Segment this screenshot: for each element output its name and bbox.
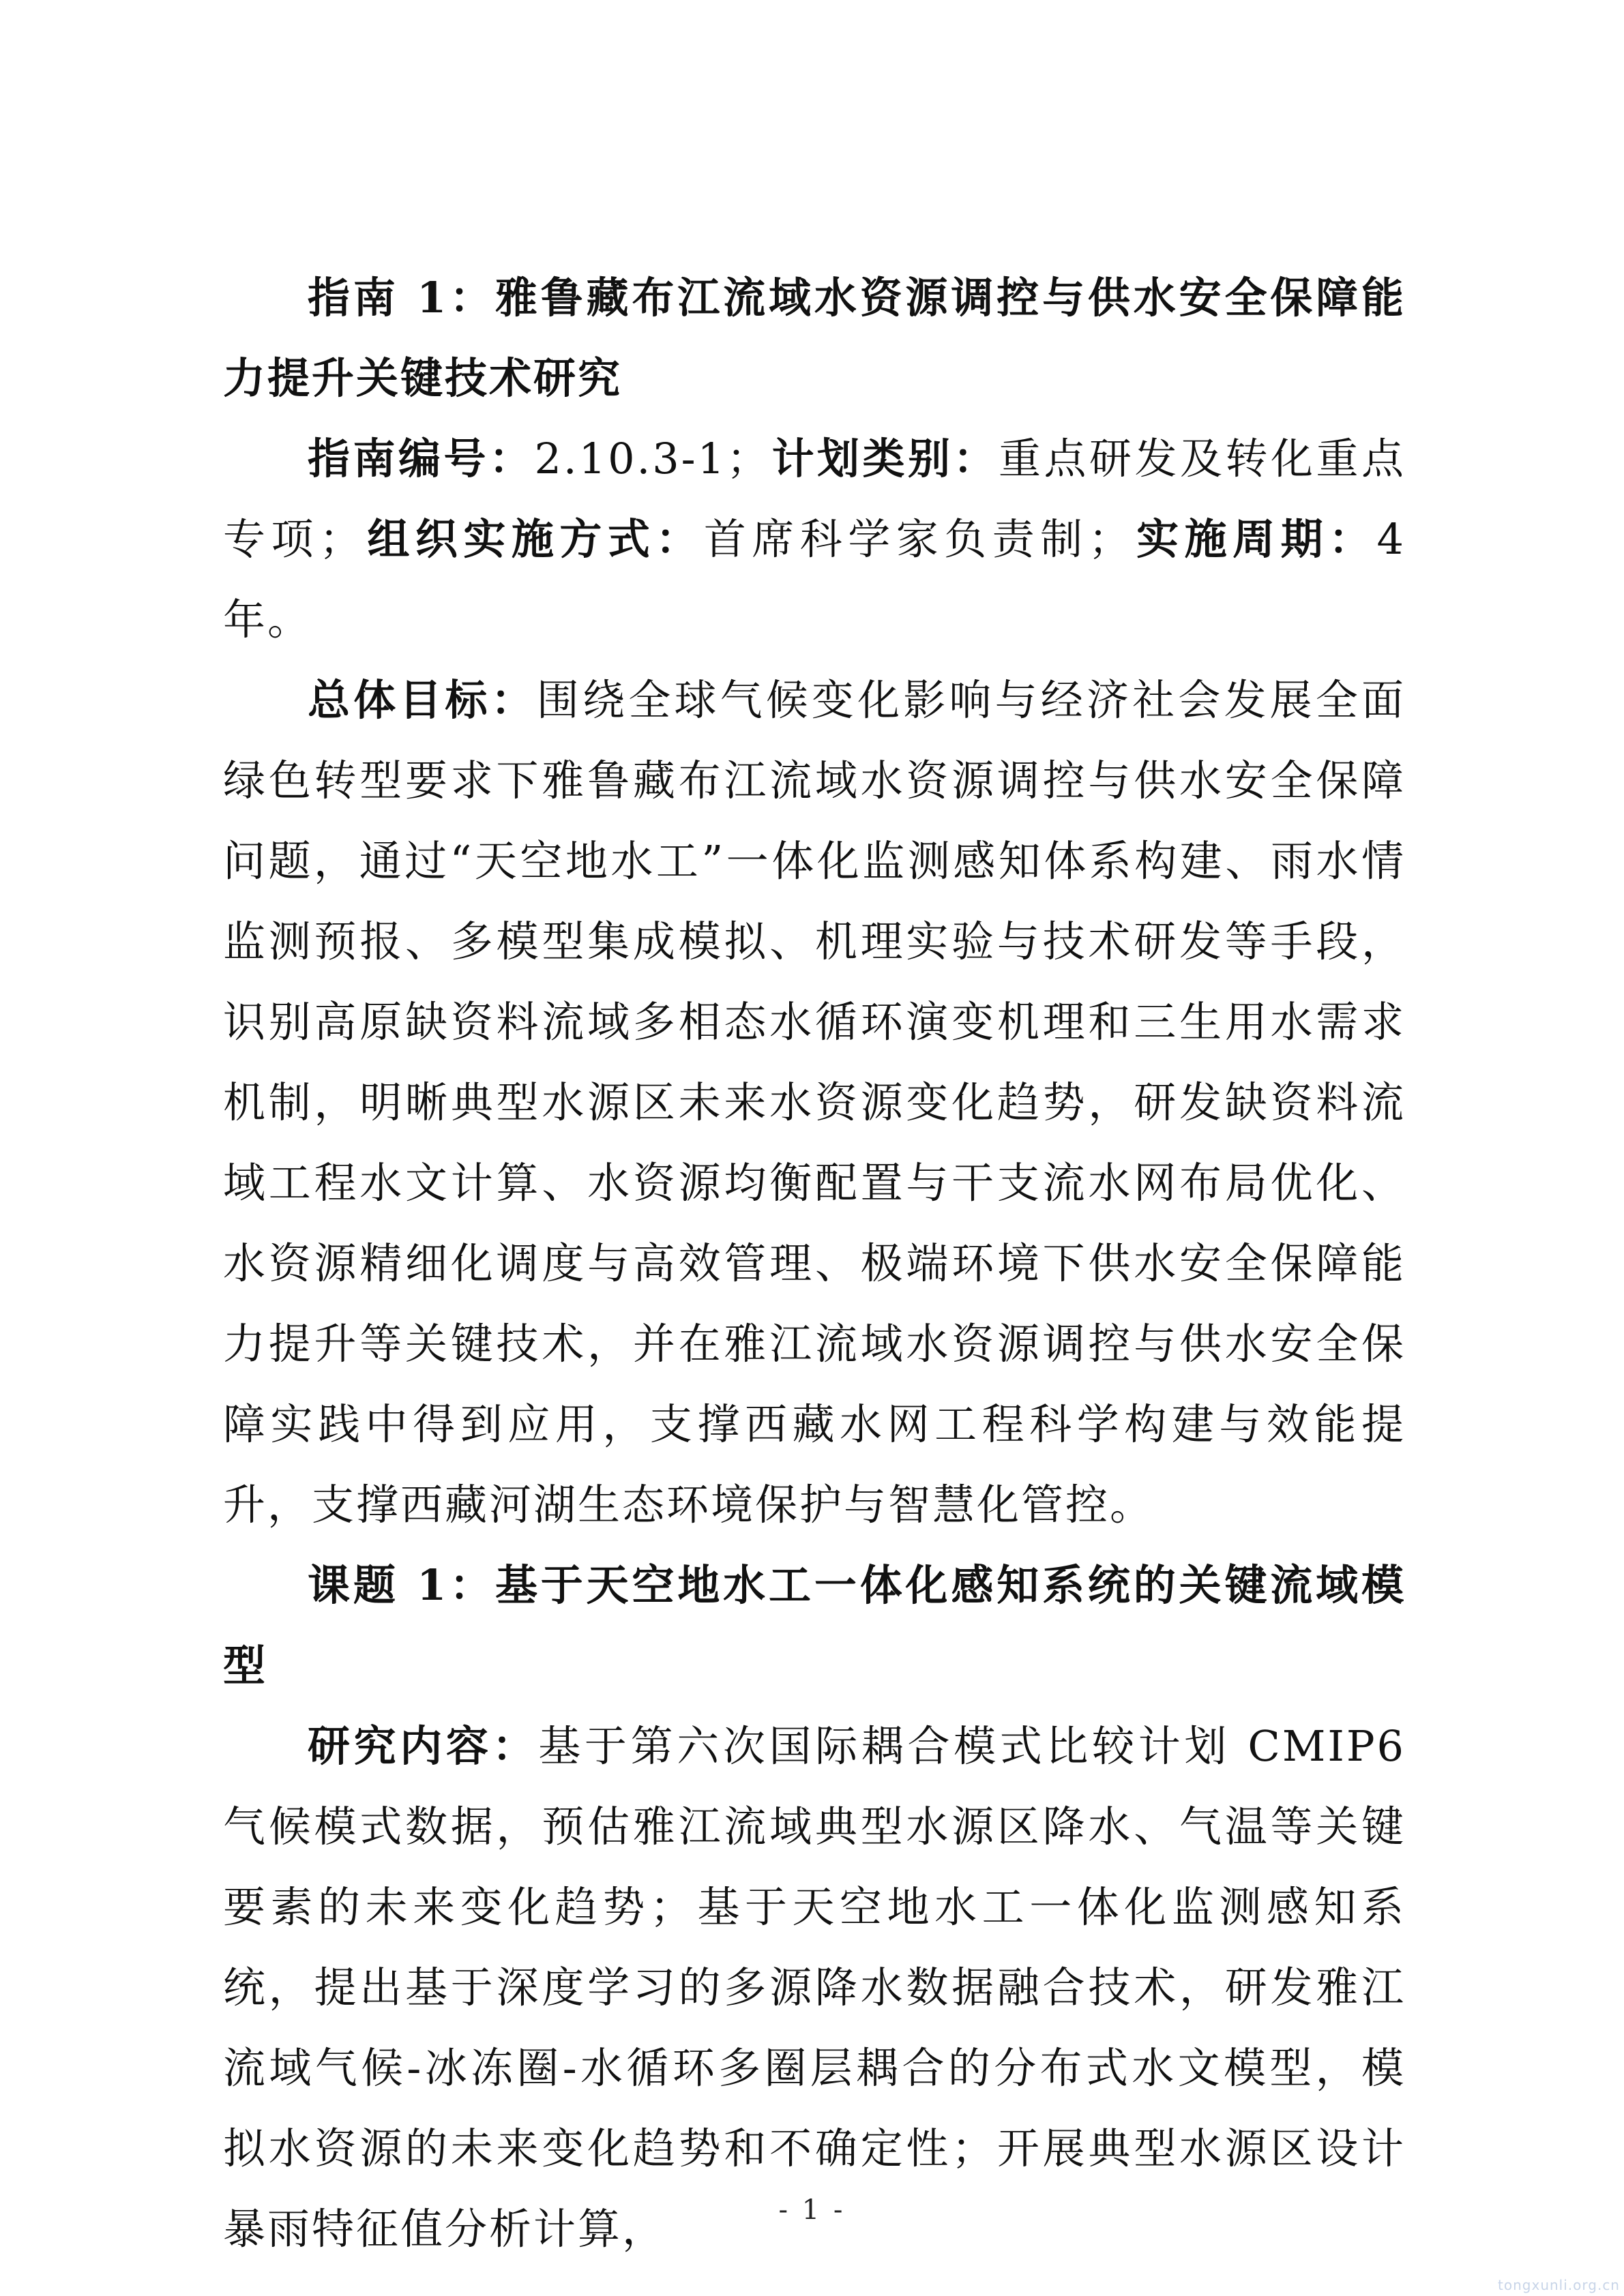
guide-number-label: 指南编号： [308, 434, 535, 483]
research-content-label: 研究内容： [308, 1721, 539, 1771]
plan-category-value: 重点研发及转化重点专项； [223, 434, 1406, 564]
document-body [223, 258, 1406, 2269]
guide-meta-paragraph [223, 419, 1406, 660]
guide-title: 指南 1：雅鲁藏布江流域水资源调控与供水安全保障能力提升关键技术研究 [223, 273, 1406, 403]
overall-goal-text: 围绕全球气候变化影响与经济社会发展全面绿色转型要求下雅鲁藏布江流域水资源调控与供水安全保障问题，通过“天空地水工”一体化监测感知体系构建、雨水情监测预报、多模型集成模拟、机理实验与技术研发等手段，识别高原缺资料流域多相态水循环演变机理和三生用水需求机制，明晰典型水源区未来水资源变化趋势，研发缺资料流域工程水文计算、水资源均衡配置与干支流水网布局优化、水资源精细化调度与高效管理、极端环境下供水安全保障能力提升等关键技术，并在雅江流域水资源调控与供水安全保障实践中得到应用，支撑西藏水网工程科学构建与效能提升，支撑西藏河湖生态环境保护与智慧化管控。 [223, 675, 1406, 1530]
research-content-text: 基于第六次国际耦合模式比较计划 CMIP6 气候模式数据，预估雅江流域典型水源区降水、气温等关键要素的未来变化趋势；基于天空地水工一体化监测感知系统，提出基于深度学习的多源降水数据融合技术，研发雅江流域气候-冰冻圈-水循环多圈层耦合的分布式水文模型，模拟水资源的未来变化趋势和不确定性；开展典型水源区设计暴雨特征值分析计算， [223, 1721, 1406, 2254]
watermark: tongxunli.org.cn [1498, 2277, 1620, 2293]
overall-goal-paragraph [223, 660, 1406, 1545]
research-content-paragraph [223, 1706, 1406, 2269]
implementation-method-value: 首席科学家负责制； [703, 514, 1133, 564]
overall-goal-label: 总体目标： [308, 675, 537, 725]
implementation-method-label: 组织实施方式： [363, 514, 704, 564]
implementation-period-value: 4 年。 [223, 514, 1406, 644]
page-number: - 1 - [778, 2194, 846, 2226]
plan-category-label: 计划类别： [771, 434, 999, 483]
guide-number-value: 2.10.3-1； [534, 434, 771, 483]
implementation-period-label: 实施周期： [1132, 514, 1377, 564]
topic-title: 课题 1：基于天空地水工一体化感知系统的关键流域模型 [223, 1560, 1406, 1690]
